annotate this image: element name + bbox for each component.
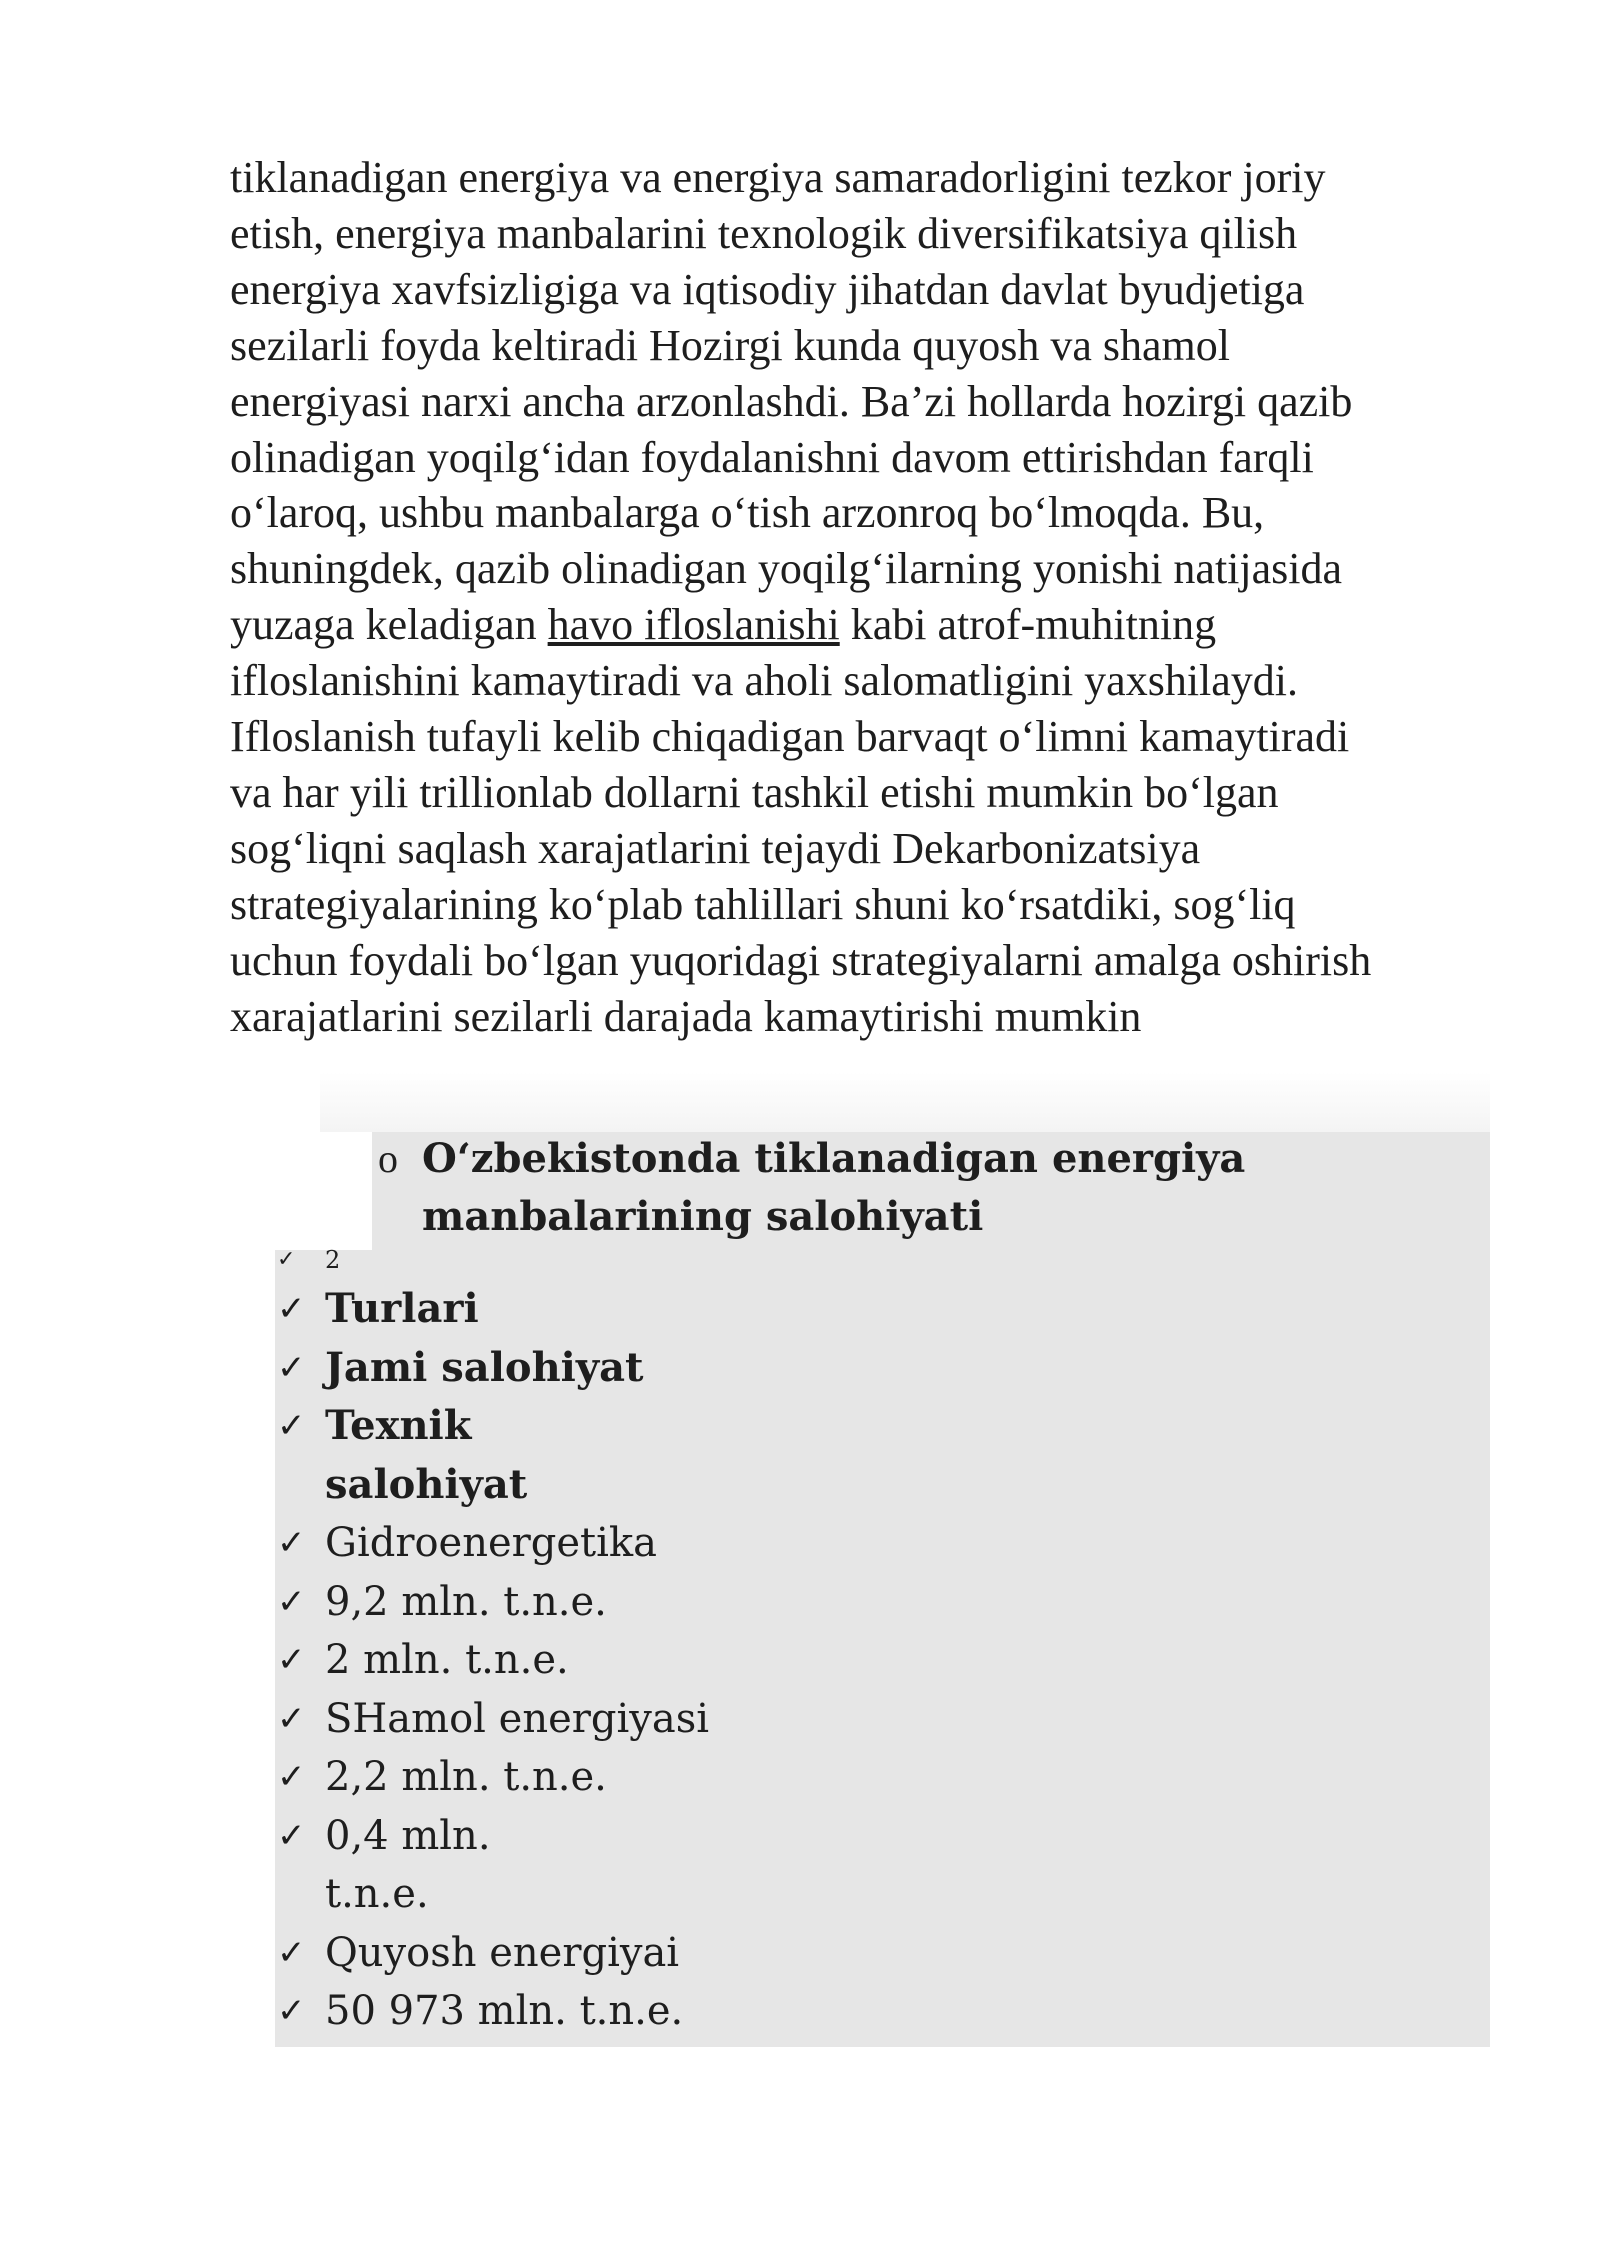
paragraph-line: sog‘liqni saqlash xarajatlarini tejaydi Dekarbonizatsiya <box>230 823 1201 873</box>
checkmark-icon: ✓ <box>277 1991 306 2031</box>
paragraph-line: strategiyalarining ko‘plab tahlillari shuni ko‘rsatdiki, sog‘liq <box>230 879 1296 929</box>
air-pollution-link[interactable]: havo ifloslanishi <box>547 600 840 650</box>
hollow-bullet-icon: o <box>378 1136 398 1181</box>
paragraph-line: uchun foydali bo‘lgan yuqoridagi strategiyalarni amalga oshirish <box>230 935 1372 985</box>
checkmark-icon: ✓ <box>277 1815 306 1856</box>
list-item <box>277 1280 1177 1339</box>
checkmark-icon: ✓ <box>277 1289 306 1329</box>
paragraph-line: energiyasi narxi ancha arzonlashdi. Ba’zi hollarda hozirgi qazib <box>230 376 1353 426</box>
heading-line-1: O‘zbekistonda tiklanadigan energiya <box>422 1135 1246 1182</box>
list-item-label: 2 mln. t.n.e. <box>325 1637 569 1683</box>
checkmark-icon: ✓ <box>277 1406 306 1446</box>
paragraph-line-with-link <box>230 597 1530 653</box>
list-item-label-continued: salohiyat <box>325 1460 528 1508</box>
list-item <box>277 1339 1177 1398</box>
paragraph-text: kabi atrof-muhitning <box>850 600 1217 650</box>
list-item <box>277 1690 1177 1749</box>
paragraph-line: o‘laroq, ushbu manbalarga o‘tish arzonroq bo‘lmoqda. Bu, <box>230 488 1265 538</box>
list-item-label: Texnik <box>325 1402 472 1449</box>
paragraph-line: etish, energiya manbalarini texnologik diversifikatsiya qilish <box>230 208 1298 258</box>
list-item <box>277 1573 1177 1632</box>
checklist <box>277 1240 1177 2041</box>
panel-fade <box>320 1072 1490 1132</box>
list-item <box>277 1982 1177 2041</box>
checkmark-icon: ✓ <box>277 1698 306 1739</box>
panel-notch <box>275 1132 372 1250</box>
list-item <box>277 1748 1177 1807</box>
paragraph-line: energiya xavfsizligiga va iqtisodiy jihatdan davlat byudjetiga <box>230 264 1305 314</box>
list-item-label: Quyosh energiyai <box>325 1929 680 1976</box>
paragraph-line: va har yili trillionlab dollarni tashkil etishi mumkin bo‘lgan <box>230 767 1279 817</box>
list-item <box>277 1807 1177 1924</box>
list-item-label: SHamol energiyasi <box>325 1695 710 1742</box>
list-item-label: 0,4 mln. <box>325 1812 491 1859</box>
checkmark-icon: ✓ <box>277 1932 306 1973</box>
list-item <box>277 1397 1177 1514</box>
paragraph-line: olinadigan yoqilg‘idan foydalanishni davom ettirishdan farqli <box>230 432 1314 482</box>
list-item-label: 9,2 mln. t.n.e. <box>325 1578 607 1625</box>
checkmark-icon: ✓ <box>277 1581 306 1622</box>
list-item <box>277 1631 1177 1690</box>
list-item-label: Jami salohiyat <box>325 1343 644 1391</box>
heading-line-2: manbalarining salohiyati <box>422 1193 984 1240</box>
checkmark-icon: ✓ <box>277 1247 296 1272</box>
list-item-label: 2 <box>325 1246 341 1274</box>
list-item <box>277 1240 1177 1280</box>
list-item-label: Gidroenergetika <box>325 1520 658 1566</box>
list-item-label-continued: t.n.e. <box>325 1871 429 1917</box>
list-item <box>277 1514 1177 1573</box>
checkmark-icon: ✓ <box>277 1757 306 1797</box>
list-item-label: 2,2 mln. t.n.e. <box>325 1754 607 1800</box>
paragraph-line: shuningdek, qazib olinadigan yoqilg‘ilarning yonishi natijasida <box>230 544 1343 594</box>
paragraph-line: xarajatlarini sezilarli darajada kamaytirishi mumkin <box>230 991 1142 1041</box>
list-item <box>277 1924 1177 1983</box>
list-item-label: Turlari <box>325 1285 479 1332</box>
paragraph-text: yuzaga keladigan <box>230 600 548 650</box>
checkmark-icon: ✓ <box>277 1640 306 1680</box>
paragraph-line: tiklanadigan energiya va energiya samaradorligini tezkor joriy <box>230 153 1326 202</box>
paragraph-line: Ifloslanish tufayli kelib chiqadigan barvaqt o‘limni kamaytiradi <box>230 712 1350 762</box>
paragraph-line: ifloslanishini kamaytiradi va aholi salomatligini yaxshilaydi. <box>230 656 1299 706</box>
checkmark-icon: ✓ <box>277 1523 306 1563</box>
list-item-label: 50 973 mln. t.n.e. <box>325 1988 684 2034</box>
checkmark-icon: ✓ <box>277 1347 306 1388</box>
body-paragraph <box>230 150 1530 1045</box>
paragraph-line: sezilarli foyda keltiradi Hozirgi kunda quyosh va shamol <box>230 320 1230 370</box>
